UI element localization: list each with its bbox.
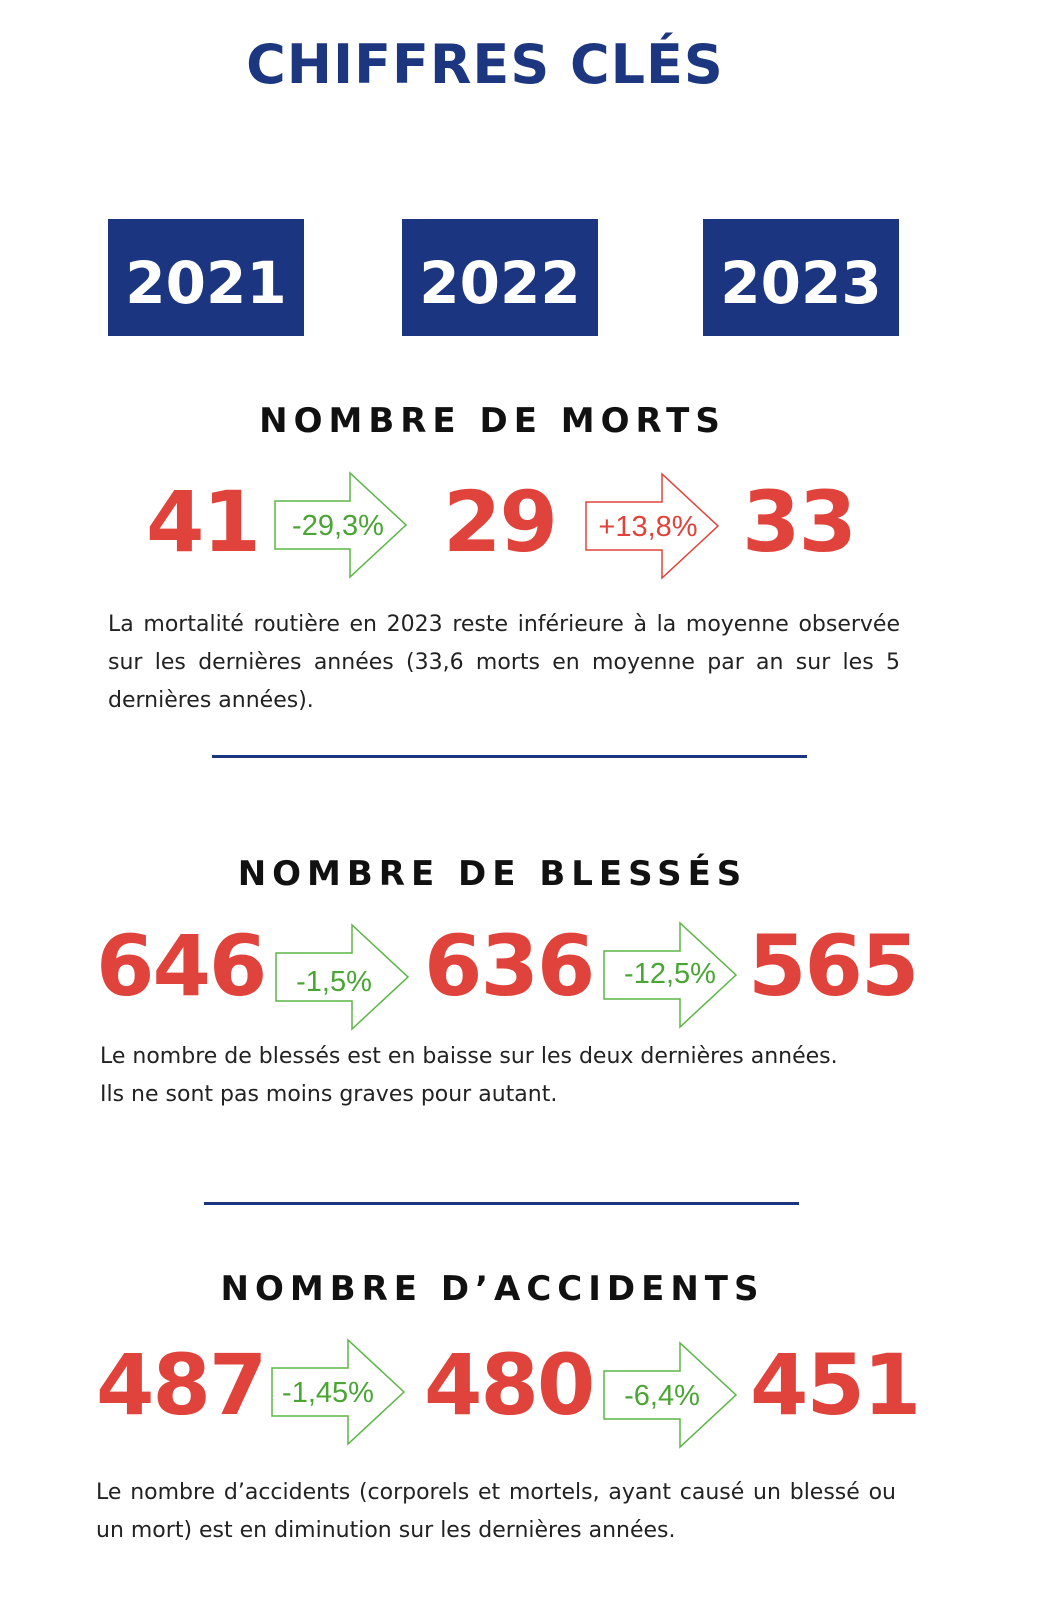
blesses-value-2023: 565	[748, 917, 918, 1015]
accidents-value-2021: 487	[96, 1336, 266, 1434]
divider-1	[212, 755, 807, 758]
year-2023-box: 2023	[703, 219, 899, 336]
page-title: CHIFFRES CLÉS	[246, 33, 724, 96]
blesses-change-arrow-2	[600, 921, 740, 1029]
divider-2	[204, 1202, 799, 1205]
morts-description: La mortalité routière en 2023 reste inférieure à la moyenne observée sur les dernières années (33,6 morts en moyenne par an sur les 5 dernières années).	[108, 612, 900, 713]
year-2022-box: 2022	[402, 219, 598, 336]
section-title-accidents: NOMBRE D’ACCIDENTS	[220, 1269, 765, 1309]
blesses-description-line1: Le nombre de blessés est en baisse sur les deux dernières années.	[100, 1044, 838, 1069]
morts-change-arrow-2	[582, 472, 722, 580]
morts-change-arrow-1	[270, 471, 410, 579]
year-2021-box: 2021	[108, 219, 304, 336]
morts-change-1: -29,3%	[292, 510, 384, 542]
blesses-description-line2: Ils ne sont pas moins graves pour autant.	[100, 1082, 558, 1107]
morts-change-2: +13,8%	[598, 511, 698, 543]
accidents-value-2023: 451	[750, 1336, 920, 1434]
accidents-description: Le nombre d’accidents (corporels et mortels, ayant causé un blessé ou un mort) est en diminution sur les dernières années.	[96, 1480, 896, 1543]
blesses-change-arrow-1	[272, 923, 412, 1031]
morts-value-2022: 29	[443, 473, 556, 571]
blesses-value-2021: 646	[96, 917, 266, 1015]
accidents-change-arrow-1	[268, 1338, 408, 1446]
blesses-value-2022: 636	[424, 917, 594, 1015]
section-title-blesses: NOMBRE DE BLESSÉS	[237, 854, 748, 894]
morts-value-2023: 33	[742, 473, 855, 571]
accidents-change-1: -1,45%	[282, 1377, 374, 1409]
blesses-change-1: -1,5%	[296, 966, 372, 998]
accidents-change-arrow-2	[600, 1341, 740, 1449]
blesses-change-2: -12,5%	[624, 958, 716, 990]
accidents-change-2: -6,4%	[624, 1380, 700, 1412]
morts-value-2021: 41	[146, 473, 259, 571]
section-title-morts: NOMBRE DE MORTS	[259, 401, 726, 441]
accidents-value-2022: 480	[424, 1336, 594, 1434]
